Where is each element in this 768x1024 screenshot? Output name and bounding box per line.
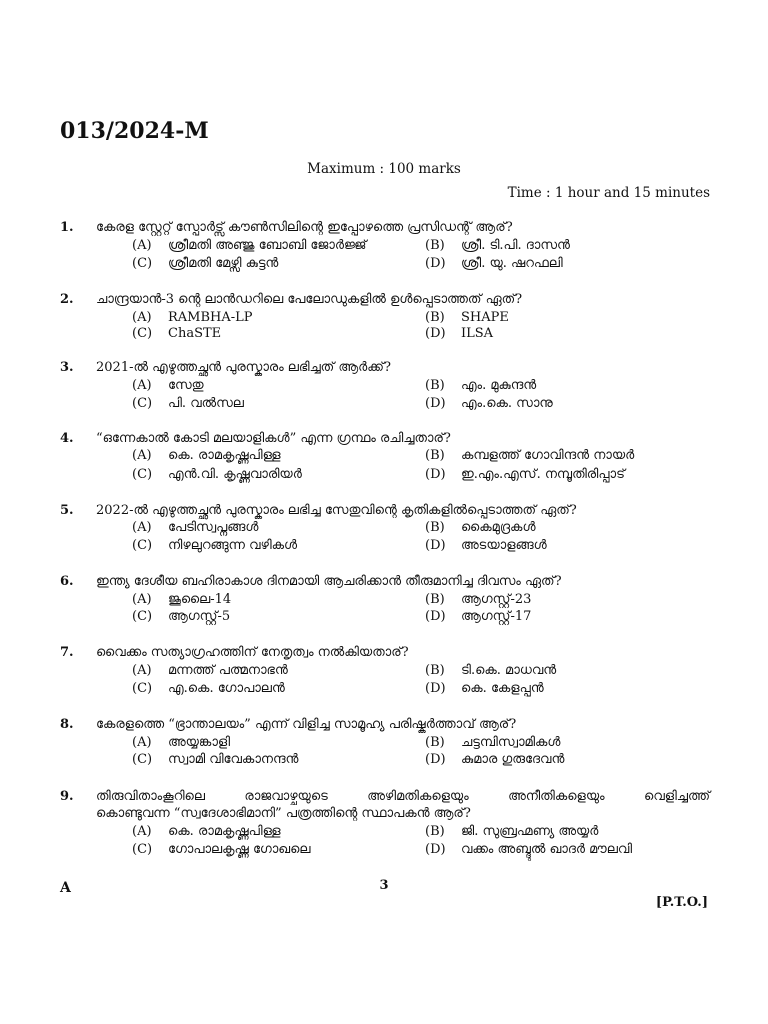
- option-c: [132, 326, 221, 342]
- question-text: തിരുവിതാംകൂറിലെ രാജവാഴ്ചയുടെ അഴിമതികളെയും അനീതികളെയും വെളിച്ചത്ത്: [96, 789, 710, 804]
- question-text: കേരള സ്റ്റേറ്റ് സ്പോർട്സ് കൗൺസിലിന്റെ ഇപ്പോഴത്തെ പ്രസിഡന്റ് ആര്?: [96, 220, 513, 235]
- option-label: (C): [132, 326, 153, 341]
- option-label: (C): [132, 467, 153, 482]
- option-d: [425, 396, 553, 412]
- series-letter: A: [60, 880, 71, 896]
- question-text: കേരളത്തെ “ഭ്രാന്താലയം” എന്ന് വിളിച്ച സാമൂഹ്യ പരിഷ്കർത്താവ് ആര്?: [96, 717, 517, 732]
- option-b: [425, 735, 560, 751]
- option-b: [425, 824, 598, 840]
- option-text: ശ്രീ. ടി.പി. ദാസൻ: [461, 238, 570, 253]
- option-label: (B): [425, 448, 445, 463]
- option-c: [132, 538, 297, 554]
- option-label: (B): [425, 735, 445, 750]
- option-label: (A): [132, 378, 152, 393]
- question-text: “ഒന്നേകാൽ കോടി മലയാളികൾ” എന്ന ഗ്രന്ഥം രചിച്ചതാര്?: [96, 431, 451, 446]
- option-a: [132, 663, 288, 679]
- option-label: (B): [425, 592, 445, 607]
- option-label: (D): [425, 396, 446, 411]
- option-label: (C): [132, 609, 153, 624]
- option-a: [132, 238, 366, 254]
- option-a: [132, 592, 231, 608]
- option-b: [425, 238, 570, 254]
- option-a: [132, 378, 204, 394]
- option-text: അടയാളങ്ങൾ: [461, 538, 547, 553]
- option-text: അയ്യങ്കാളി: [168, 735, 231, 750]
- option-text: ശ്രീ. യു. ഷറഫലി: [461, 256, 563, 271]
- option-c: [132, 396, 244, 412]
- question-number: 7.: [60, 645, 74, 660]
- option-d: [425, 256, 563, 272]
- question-number: 1.: [60, 220, 74, 235]
- question-number: 9.: [60, 789, 74, 804]
- question-number: 5.: [60, 503, 74, 518]
- option-d: [425, 609, 531, 625]
- option-text: ജി. സുബ്രഹ്മണ്യ അയ്യർ: [461, 824, 599, 839]
- option-text: പേടിസ്വപ്നങ്ങൾ: [168, 520, 259, 535]
- option-label: (B): [425, 520, 445, 535]
- question-number: 3.: [60, 360, 74, 375]
- option-a: [132, 310, 253, 326]
- option-label: (D): [425, 538, 446, 553]
- option-text: എം.കെ. സാനു: [461, 396, 553, 411]
- option-text: RAMBHA-LP: [168, 310, 253, 325]
- option-label: (C): [132, 538, 153, 553]
- question-code: 013/2024-M: [60, 118, 209, 144]
- option-c: [132, 752, 298, 768]
- time-allowed: Time : 1 hour and 15 minutes: [507, 185, 710, 201]
- option-b: [425, 378, 536, 394]
- option-d: [425, 326, 493, 342]
- option-label: (D): [425, 752, 446, 767]
- option-label: (D): [425, 609, 446, 624]
- option-text: സ്വാമി വിവേകാനന്ദൻ: [168, 752, 299, 767]
- option-b: [425, 520, 536, 536]
- option-d: [425, 538, 547, 554]
- option-text: പി. വൽസല: [168, 396, 244, 411]
- option-text: കുമാര ഗുരുദേവൻ: [461, 752, 565, 767]
- please-turn-over: [P.T.O.]: [655, 895, 708, 910]
- option-c: [132, 681, 285, 697]
- option-text: ആഗസ്റ്റ്-23: [461, 592, 532, 607]
- option-text: ChaSTE: [168, 326, 222, 341]
- option-text: ആഗസ്റ്റ്-17: [461, 609, 532, 624]
- option-text: കൈമുദ്രകൾ: [461, 520, 536, 535]
- option-text: കെ. കേളപ്പൻ: [461, 681, 544, 696]
- option-label: (B): [425, 663, 445, 678]
- option-d: [425, 467, 625, 483]
- question-text: ഇന്ത്യ ദേശീയ ബഹിരാകാശ ദിനമായി ആചരിക്കാൻ തീരുമാനിച്ച ദിവസം ഏത്?: [96, 574, 562, 589]
- option-label: (D): [425, 842, 446, 857]
- option-c: [132, 842, 311, 858]
- option-label: (A): [132, 592, 152, 607]
- option-d: [425, 681, 544, 697]
- option-text: നിഴലുറങ്ങുന്ന വഴികൾ: [168, 538, 298, 553]
- option-text: കെ. രാമകൃഷ്ണപിള്ള: [168, 824, 281, 839]
- option-c: [132, 256, 278, 272]
- option-label: (C): [132, 752, 153, 767]
- option-label: (C): [132, 842, 153, 857]
- option-c: [132, 609, 230, 625]
- option-b: [425, 592, 531, 608]
- option-text: ആഗസ്റ്റ്-5: [168, 609, 231, 624]
- maximum-marks: Maximum : 100 marks: [307, 161, 461, 177]
- option-d: [425, 752, 564, 768]
- option-text: ഇ.എം.എസ്. നമ്പൂതിരിപ്പാട്: [461, 467, 625, 482]
- option-label: (D): [425, 326, 446, 341]
- option-text: കെ. രാമകൃഷ്ണപിള്ള: [168, 448, 281, 463]
- option-label: (C): [132, 396, 153, 411]
- option-text: കമ്പളത്ത് ഗോവിന്ദൻ നായർ: [461, 448, 635, 463]
- option-text: ചട്ടമ്പിസ്വാമികൾ: [461, 735, 561, 750]
- option-label: (A): [132, 663, 152, 678]
- option-label: (C): [132, 681, 153, 696]
- option-c: [132, 467, 302, 483]
- option-text: ടി.കെ. മാധവൻ: [461, 663, 557, 678]
- option-text: എം. മുകുന്ദൻ: [461, 378, 537, 393]
- option-a: [132, 520, 258, 536]
- question-text: ചാന്ദ്രയാൻ-3 ന്റെ ലാൻഡറിലെ പേലോഡുകളിൽ ഉൾപ്പെടാത്തത് ഏത്?: [96, 292, 523, 307]
- question-number: 2.: [60, 292, 74, 307]
- option-label: (A): [132, 520, 152, 535]
- question-text-continued: കൊണ്ടുവന്ന “സ്വദേശാഭിമാനി” പത്രത്തിന്റെ സ്ഥാപകൻ ആര്?: [96, 806, 471, 821]
- option-b: [425, 310, 509, 326]
- question-number: 8.: [60, 717, 74, 732]
- option-label: (B): [425, 238, 445, 253]
- option-label: (B): [425, 378, 445, 393]
- option-text: SHAPE: [461, 310, 509, 325]
- option-b: [425, 663, 556, 679]
- option-text: മന്നത്ത് പത്മനാഭൻ: [168, 663, 288, 678]
- option-label: (A): [132, 310, 152, 325]
- question-text: 2021-ൽ എഴുത്തച്ഛൻ പുരസ്കാരം ലഭിച്ചത് ആർക്ക്?: [96, 360, 391, 375]
- option-label: (A): [132, 448, 152, 463]
- option-label: (A): [132, 735, 152, 750]
- option-text: ശ്രീമതി അഞ്ജു ബോബി ജോർജ്ജ്: [168, 238, 367, 253]
- option-text: സേതു: [168, 378, 204, 393]
- option-label: (B): [425, 310, 445, 325]
- option-d: [425, 842, 632, 858]
- question-number: 6.: [60, 574, 74, 589]
- option-b: [425, 448, 634, 464]
- option-a: [132, 448, 281, 464]
- option-a: [132, 735, 230, 751]
- option-text: ഗോപാലകൃഷ്ണ ഗോഖലെ: [168, 842, 311, 857]
- option-a: [132, 824, 281, 840]
- question-number: 4.: [60, 431, 74, 446]
- option-label: (D): [425, 681, 446, 696]
- question-text: വൈക്കം സത്യാഗ്രഹത്തിന് നേതൃത്വം നൽകിയതാര്?: [96, 645, 409, 660]
- option-label: (D): [425, 467, 446, 482]
- option-text: ശ്രീമതി മേഴ്സി കുട്ടൻ: [168, 256, 279, 271]
- option-text: ജൂലൈ-14: [168, 592, 232, 607]
- option-text: എ.കെ. ഗോപാലൻ: [168, 681, 285, 696]
- option-label: (C): [132, 256, 153, 271]
- option-label: (D): [425, 256, 446, 271]
- option-label: (B): [425, 824, 445, 839]
- option-text: എൻ.വി. കൃഷ്ണവാരിയർ: [168, 467, 302, 482]
- option-label: (A): [132, 824, 152, 839]
- option-text: വക്കം അബ്ദുൽ ഖാദർ മൗലവി: [461, 842, 633, 857]
- question-text: 2022-ൽ എഴുത്തച്ഛൻ പുരസ്കാരം ലഭിച്ച സേതുവിന്റെ കൃതികളിൽപ്പെടാത്തത് ഏത്?: [96, 503, 577, 518]
- option-text: ILSA: [461, 326, 494, 341]
- page-number: 3: [379, 878, 389, 893]
- option-label: (A): [132, 238, 152, 253]
